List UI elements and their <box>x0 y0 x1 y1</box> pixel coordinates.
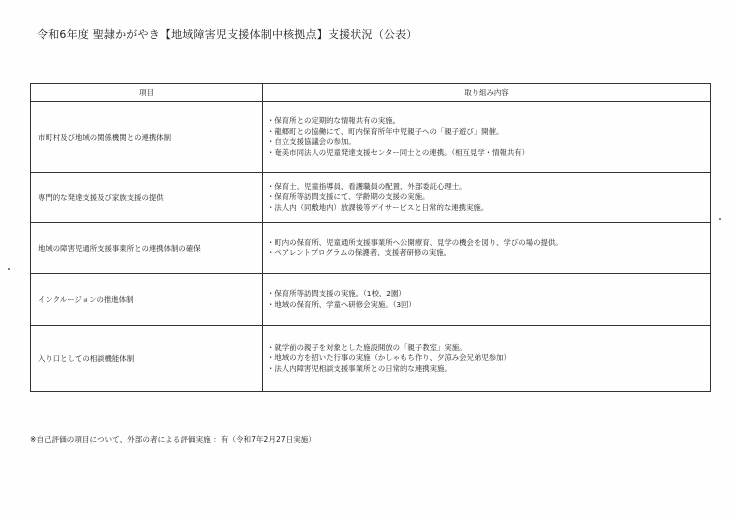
table-row <box>31 326 711 392</box>
row-content <box>263 274 711 326</box>
document-title: 令和6年度 聖隷かがやき【地域障害児支援体制中核拠点】支援状況（公表） <box>37 28 418 41</box>
row-content <box>263 173 711 223</box>
content-line: ・地域の方を招いた行事の実施（かしゃもち作り、夕涼み会兄弟児参加） <box>267 353 511 363</box>
table-row <box>31 173 711 223</box>
table-row <box>31 223 711 274</box>
content-line: ・保育士、児童指導員、看護職員の配置、外部委託心理士。 <box>267 181 467 191</box>
external-evaluation-note: ※自己評価の項目について、外部の者による評価実施 ：有（令和7年2月27日実施） <box>30 435 316 444</box>
row-item-label: 地域の障害児通所支援事業所との連携体制の確保 <box>31 223 263 274</box>
row-item-label: 専門的な発達支援及び家族支援の提供 <box>31 173 263 223</box>
scan-speck <box>719 218 721 220</box>
content-line: ・保育所等訪問支援の実施。（1校、2園） <box>267 289 406 298</box>
row-content <box>263 102 711 173</box>
content-line: ・法人内（同敷地内）放課後等デイサービスと日常的な連携実施。 <box>267 202 489 212</box>
content-line: ・保育所等訪問支援にて、学齢期の支援の実施。 <box>267 192 430 202</box>
content-line: ・地域の保育所、学童へ研修会実施。（3回） <box>267 299 416 309</box>
scan-speck <box>8 268 10 270</box>
content-line: ・就学前の親子を対象とした施設開放の「親子教室」実施。 <box>267 342 467 352</box>
content-line: ・法人内障害児相談支援事業所との日常的な連携実施。 <box>267 363 452 373</box>
row-content <box>263 326 711 392</box>
support-status-table <box>30 83 711 392</box>
row-item-label: 入り口としての相談機能体制 <box>31 326 263 392</box>
row-item-label: 市町村及び地域の関係機関との連携体制 <box>31 102 263 173</box>
content-line: ・自立支援協議会の参加。 <box>267 137 356 146</box>
table-row <box>31 274 711 326</box>
content-line: ・町内の保育所、児童通所支援事業所へ公開療育、見学の機会を図り、学びの場の提供。 <box>267 237 563 247</box>
content-line: ・ペアレントプログラムの保護者、支援者研修の実施。 <box>267 248 451 257</box>
table-row <box>31 102 711 173</box>
column-header-item: 項目 <box>31 84 263 102</box>
table-header-row <box>31 84 711 102</box>
column-header-content: 取り組み内容 <box>263 84 711 102</box>
content-line: ・保育所との定期的な情報共有の実施。 <box>267 116 401 125</box>
content-line: ・龍郷町との協働にて、町内保育所年中児親子への「親子遊び」開催。 <box>267 126 504 136</box>
row-item-label: インクルージョンの推進体制 <box>31 274 263 326</box>
row-content <box>263 223 711 274</box>
content-line: ・奄美市同法人の児童発達支援センター同士との連携。（相互見学・情報共有） <box>267 147 530 157</box>
